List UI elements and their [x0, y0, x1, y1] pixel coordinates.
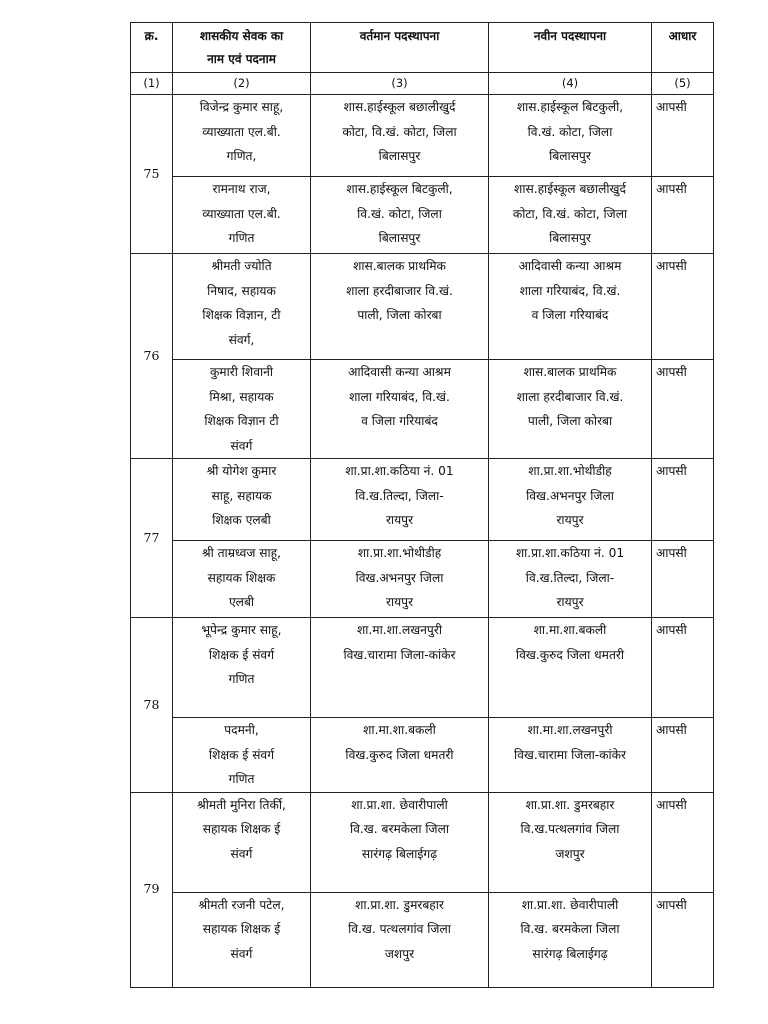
cell-text-line: विख.कुरुद जिला धमतरी — [345, 747, 454, 762]
cell-text-line: शाला गरियाबंद, वि.खं. — [349, 389, 450, 404]
cell-text-line: शिक्षक एलबी — [212, 513, 271, 527]
cell-text-line: पदमनी, — [224, 723, 259, 737]
header-basis: आधार — [652, 23, 714, 73]
current-posting-cell — [311, 177, 489, 254]
cell-text-line: विख.अभनपुर जिला — [355, 570, 444, 585]
cell-text-line: वि.ख.तिल्दा, जिला- — [525, 570, 615, 585]
cell-text-line: शाला गरियाबंद, वि.खं. — [519, 283, 621, 298]
table-row — [131, 892, 714, 987]
cell-text-line: रायपुर — [556, 595, 584, 609]
new-posting-cell — [489, 177, 652, 254]
table-row — [131, 177, 714, 254]
current-posting-cell — [311, 792, 489, 892]
cell-text-line: रायपुर — [556, 513, 584, 527]
table-row — [131, 618, 714, 718]
serial-number: 79 — [131, 792, 173, 987]
basis-cell: आपसी — [652, 541, 714, 618]
cell-text-line: रायपुर — [385, 595, 414, 609]
column-number: (4) — [489, 73, 652, 95]
cell-text-line: शा.प्रा.शा. छेवारीपाली — [351, 797, 448, 812]
table-row — [131, 95, 714, 177]
cell-text-line: बिलासपुर — [549, 149, 591, 163]
cell-text-line: गणित, — [226, 149, 257, 163]
cell-text-line: शा.प्रा.शा.कठिया नं. 01 — [345, 464, 454, 478]
cell-text-line: शा.प्रा.शा. डुमरबहार — [355, 897, 444, 912]
current-posting-cell — [311, 618, 489, 718]
new-posting-cell — [489, 254, 652, 360]
cell-text-line: आदिवासी कन्या आश्रम — [348, 365, 451, 379]
basis-cell: आपसी — [652, 360, 714, 459]
column-number: (3) — [311, 73, 489, 95]
cell-text-line: शिक्षक विज्ञान टी — [204, 414, 279, 428]
cell-text-line: श्रीमती रजनी पटेल, — [198, 897, 285, 912]
cell-text-line: बिलासपुर — [378, 231, 421, 245]
new-posting-cell — [489, 892, 652, 987]
column-number-row — [131, 73, 714, 95]
cell-text-line: शा.प्रा.शा. डुमरबहार — [525, 797, 615, 812]
cell-text-line: पाली, जिला कोरबा — [357, 308, 442, 322]
cell-text-line: कोटा, वि.खं. कोटा, जिला — [342, 124, 457, 139]
cell-text-line: साहू, सहायक — [211, 488, 272, 503]
employee-name-cell — [173, 718, 311, 793]
cell-text-line: शास.हाईस्कूल बछालीखुर्द — [514, 182, 626, 196]
table-row — [131, 459, 714, 541]
cell-text-line: शा.प्रा.शा.भोथीडीह — [528, 464, 612, 478]
serial-number: 76 — [131, 254, 173, 459]
table-row — [131, 254, 714, 360]
header-new-posting: नवीन पदस्थापना — [489, 23, 652, 73]
cell-text-line: एलबी — [228, 595, 255, 609]
cell-text-line: संवर्ग — [230, 438, 253, 453]
cell-text-line: शिक्षक ई संवर्ग — [208, 647, 275, 662]
cell-text-line: जशपुर — [384, 946, 415, 961]
cell-text-line: विख.चारामा जिला-कांकेर — [343, 647, 456, 662]
cell-text-line: संवर्ग, — [228, 332, 255, 347]
table-row — [131, 541, 714, 618]
cell-text-line: वि.खं. कोटा, जिला — [357, 206, 442, 221]
employee-name-cell — [173, 459, 311, 541]
basis-cell: आपसी — [652, 892, 714, 987]
table-row — [131, 792, 714, 892]
cell-text-line: गणित — [228, 772, 255, 786]
transfer-table — [130, 22, 714, 988]
cell-text-line: शा.मा.शा.बकली — [533, 623, 607, 637]
cell-text-line: विख.चारामा जिला-कांकेर — [513, 747, 626, 762]
cell-text-line: निषाद, सहायक — [207, 283, 276, 298]
cell-text-line: बिलासपुर — [378, 149, 421, 163]
current-posting-cell — [311, 892, 489, 987]
employee-name-cell — [173, 792, 311, 892]
header-sr: क्र. — [131, 23, 173, 73]
cell-text-line: व्याख्याता एल.बी. — [202, 206, 281, 221]
cell-text-line: वि.ख.पत्थलगांव जिला — [520, 822, 620, 836]
new-posting-cell — [489, 95, 652, 177]
basis-cell: आपसी — [652, 95, 714, 177]
basis-cell: आपसी — [652, 792, 714, 892]
cell-text-line: शास.हाईस्कूल बिटकुली, — [516, 100, 624, 114]
cell-text-line: आदिवासी कन्या आश्रम — [518, 259, 622, 273]
cell-text-line: शिक्षक ई संवर्ग — [208, 747, 275, 762]
cell-text-line: विजेन्द्र कुमार साहू, — [199, 100, 284, 114]
cell-text-line: सहायक शिक्षक ई — [202, 922, 281, 936]
basis-cell: आपसी — [652, 618, 714, 718]
employee-name-cell — [173, 177, 311, 254]
new-posting-cell — [489, 541, 652, 618]
cell-text-line: व्याख्याता एल.बी. — [202, 124, 281, 139]
cell-text-line: विख.अभनपुर जिला — [526, 488, 614, 503]
employee-name-cell — [173, 360, 311, 459]
header-row — [131, 23, 714, 73]
cell-text-line: शास.बालक प्राथमिक — [353, 259, 446, 273]
cell-text-line: वि.ख. पत्थलगांव जिला — [348, 922, 451, 936]
current-posting-cell — [311, 718, 489, 793]
cell-text-line: विख.कुरुद जिला धमतरी — [515, 647, 625, 662]
employee-name-cell — [173, 95, 311, 177]
new-posting-cell — [489, 459, 652, 541]
cell-text-line: रामनाथ राज, — [212, 182, 271, 196]
cell-text-line: शाला हरदीबाजार वि.खं. — [516, 389, 624, 404]
current-posting-cell — [311, 254, 489, 360]
cell-text-line: सहायक शिक्षक — [207, 570, 276, 585]
new-posting-cell — [489, 718, 652, 793]
document-page — [130, 22, 713, 988]
table-row — [131, 360, 714, 459]
cell-text-line: शा.प्रा.शा.भोथीडीह — [357, 546, 442, 560]
header-current-posting: वर्तमान पदस्थापना — [311, 23, 489, 73]
cell-text-line: शाला हरदीबाजार वि.खं. — [346, 283, 453, 298]
cell-text-line: पाली, जिला कोरबा — [527, 414, 613, 428]
cell-text-line: गणित — [228, 231, 255, 245]
table-row — [131, 718, 714, 793]
cell-text-line: संवर्ग — [230, 846, 253, 861]
cell-text-line: रायपुर — [385, 513, 414, 527]
cell-text-line: श्री ताम्रध्वज साहू, — [201, 546, 282, 560]
cell-text-line: व जिला गरियाबंद — [531, 308, 609, 322]
basis-cell: आपसी — [652, 459, 714, 541]
cell-text-line: कोटा, वि.खं. कोटा, जिला — [512, 206, 628, 221]
cell-text-line: कुमारी शिवानी — [209, 365, 274, 379]
cell-text-line: शिक्षक विज्ञान, टी — [202, 308, 281, 322]
column-number: (1) — [131, 73, 173, 95]
basis-cell: आपसी — [652, 177, 714, 254]
cell-text-line: शा.मा.शा.लखनपुरी — [527, 723, 613, 737]
new-posting-cell — [489, 792, 652, 892]
cell-text-line: श्रीमती मुनिरा तिर्की, — [197, 797, 286, 812]
cell-text-line: शा.मा.शा.बकली — [363, 723, 436, 737]
column-number: (5) — [652, 73, 714, 95]
employee-name-cell — [173, 892, 311, 987]
cell-text-line: शास.बालक प्राथमिक — [523, 365, 617, 379]
basis-cell: आपसी — [652, 718, 714, 793]
column-number: (2) — [173, 73, 311, 95]
new-posting-cell — [489, 360, 652, 459]
serial-number: 75 — [131, 95, 173, 254]
header-name: शासकीय सेवक का नाम एवं पदनाम — [173, 23, 311, 73]
cell-text-line: शा.प्रा.शा.कठिया नं. 01 — [515, 546, 625, 560]
employee-name-cell — [173, 541, 311, 618]
cell-text-line: बिलासपुर — [549, 231, 591, 245]
current-posting-cell — [311, 459, 489, 541]
cell-text-line: सहायक शिक्षक ई — [202, 822, 281, 836]
current-posting-cell — [311, 360, 489, 459]
cell-text-line: श्री योगेश कुमार — [206, 464, 277, 478]
employee-name-cell — [173, 618, 311, 718]
cell-text-line: व जिला गरियाबंद — [361, 414, 438, 428]
basis-cell: आपसी — [652, 254, 714, 360]
cell-text-line: मिश्रा, सहायक — [209, 389, 274, 404]
cell-text-line: वि.ख.तिल्दा, जिला- — [355, 488, 444, 503]
cell-text-line: भूपेन्द्र कुमार साहू, — [201, 623, 282, 637]
current-posting-cell — [311, 95, 489, 177]
cell-text-line: शा.प्रा.शा. छेवारीपाली — [521, 897, 619, 912]
serial-number: 77 — [131, 459, 173, 618]
serial-number: 78 — [131, 618, 173, 793]
cell-text-line: वि.खं. कोटा, जिला — [527, 124, 613, 139]
cell-text-line: वि.ख. बरमकेला जिला — [520, 922, 620, 936]
cell-text-line: सारंगढ़ बिलाईगढ़ — [361, 846, 438, 861]
cell-text-line: शा.मा.शा.लखनपुरी — [356, 623, 442, 637]
new-posting-cell — [489, 618, 652, 718]
cell-text-line: संवर्ग — [230, 946, 253, 961]
cell-text-line: गणित — [228, 672, 255, 686]
employee-name-cell — [173, 254, 311, 360]
current-posting-cell — [311, 541, 489, 618]
cell-text-line: शास.हाईस्कूल बछालीखुर्द — [343, 100, 456, 114]
cell-text-line: श्रीमती ज्योति — [211, 259, 272, 273]
cell-text-line: वि.ख. बरमकेला जिला — [349, 822, 450, 836]
cell-text-line: जशपुर — [555, 846, 585, 861]
table-body — [131, 95, 714, 988]
cell-text-line: शास.हाईस्कूल बिटकुली, — [346, 182, 453, 196]
cell-text-line: सारंगढ़ बिलाईगढ़ — [532, 946, 608, 961]
